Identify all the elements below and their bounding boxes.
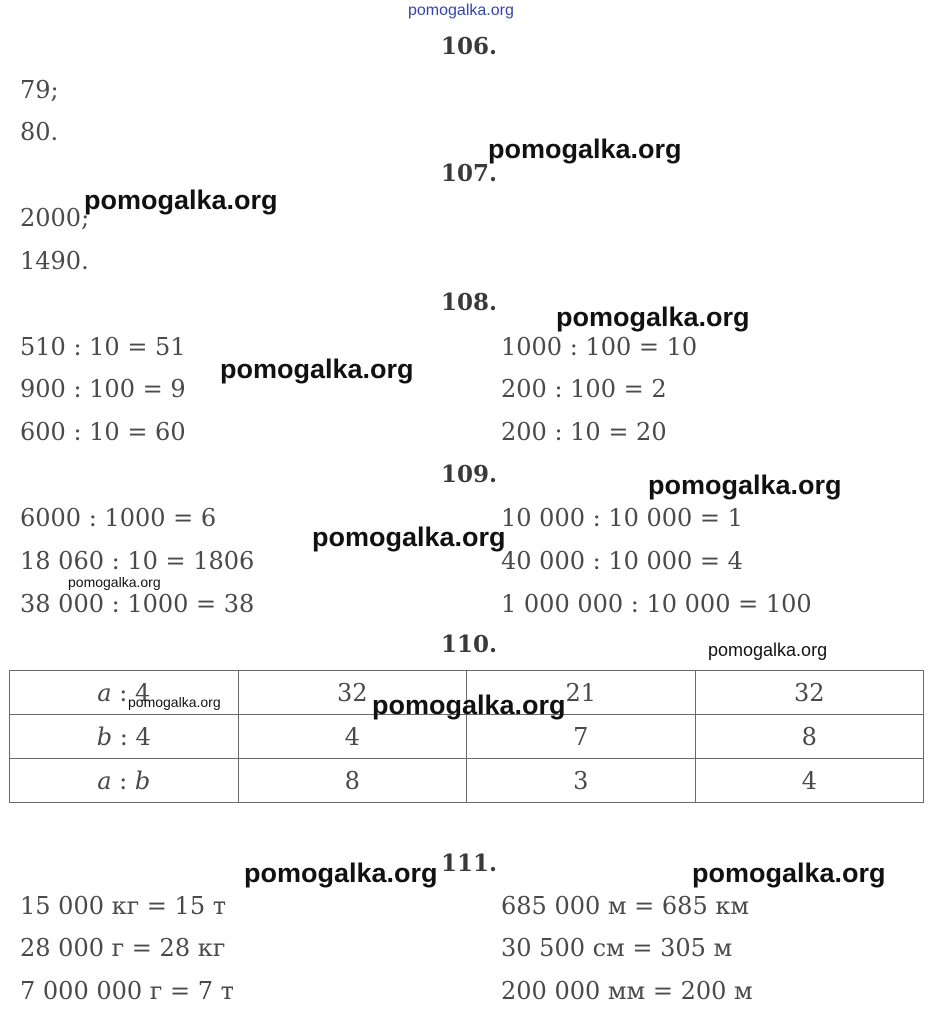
answer-line: 1 000 000 : 10 000 = 100: [501, 590, 812, 618]
watermark: pomogalka.org: [220, 354, 414, 384]
watermark: pomogalka.org: [312, 522, 506, 552]
watermark: pomogalka.org: [692, 858, 886, 888]
answer-line: 79;: [20, 76, 59, 104]
table-cell: 3: [467, 759, 696, 803]
answer-line: 18 060 : 10 = 1806: [20, 547, 255, 575]
answer-line: 38 000 : 1000 = 38: [20, 590, 255, 618]
watermark: pomogalka.org: [648, 470, 842, 500]
watermark: pomogalka.org: [372, 690, 566, 720]
answer-line: 900 : 100 = 9: [20, 375, 186, 403]
watermark: pomogalka.org: [488, 134, 682, 164]
answer-line: 2000;: [20, 204, 90, 232]
table-cell: 7: [467, 715, 696, 759]
table-row: [10, 715, 924, 759]
answer-line: 80.: [20, 118, 59, 146]
table-cell: 8: [695, 715, 924, 759]
row-header: a : 4: [10, 671, 239, 715]
problem-number-110: 110.: [441, 631, 498, 658]
answer-line: 1000 : 100 = 10: [501, 333, 698, 361]
problem-number-107: 107.: [441, 160, 498, 187]
table-cell: 32: [695, 671, 924, 715]
row-header: b : 4: [10, 715, 239, 759]
answer-line: 15 000 кг = 15 т: [20, 892, 226, 920]
table-row: [10, 759, 924, 803]
table-cell: 21: [467, 671, 696, 715]
answer-line: 7 000 000 г = 7 т: [20, 977, 234, 1005]
watermark: pomogalka.org: [84, 185, 278, 215]
answer-line: 200 : 100 = 2: [501, 375, 667, 403]
watermark-small: pomogalka.org: [68, 574, 161, 590]
answer-line: 6000 : 1000 = 6: [20, 504, 217, 532]
watermark: pomogalka.org: [244, 858, 438, 888]
watermark-top: pomogalka.org: [408, 2, 514, 19]
answer-line: 28 000 г = 28 кг: [20, 934, 226, 962]
answer-line: 200 : 10 = 20: [501, 418, 667, 446]
watermark: pomogalka.org: [556, 302, 750, 332]
table-cell: 8: [238, 759, 467, 803]
row-header: a : b: [10, 759, 239, 803]
answer-line: 685 000 м = 685 км: [501, 892, 750, 920]
table-cell: 4: [695, 759, 924, 803]
answer-line: 10 000 : 10 000 = 1: [501, 504, 743, 532]
problem-number-106: 106.: [441, 33, 498, 60]
answer-line: 1490.: [20, 247, 89, 275]
answer-line: 600 : 10 = 60: [20, 418, 186, 446]
table-cell: 4: [238, 715, 467, 759]
answer-line: 30 500 см = 305 м: [501, 934, 733, 962]
answer-line: 510 : 10 = 51: [20, 333, 186, 361]
watermark-small: pomogalka.org: [128, 694, 221, 710]
answer-line: 40 000 : 10 000 = 4: [501, 547, 743, 575]
table-cell: 32: [238, 671, 467, 715]
watermark-small: pomogalka.org: [708, 640, 828, 660]
answer-line: 200 000 мм = 200 м: [501, 977, 753, 1005]
problem-number-109: 109.: [441, 461, 498, 488]
problem-number-108: 108.: [441, 289, 498, 316]
problem-number-111: 111.: [441, 850, 498, 877]
